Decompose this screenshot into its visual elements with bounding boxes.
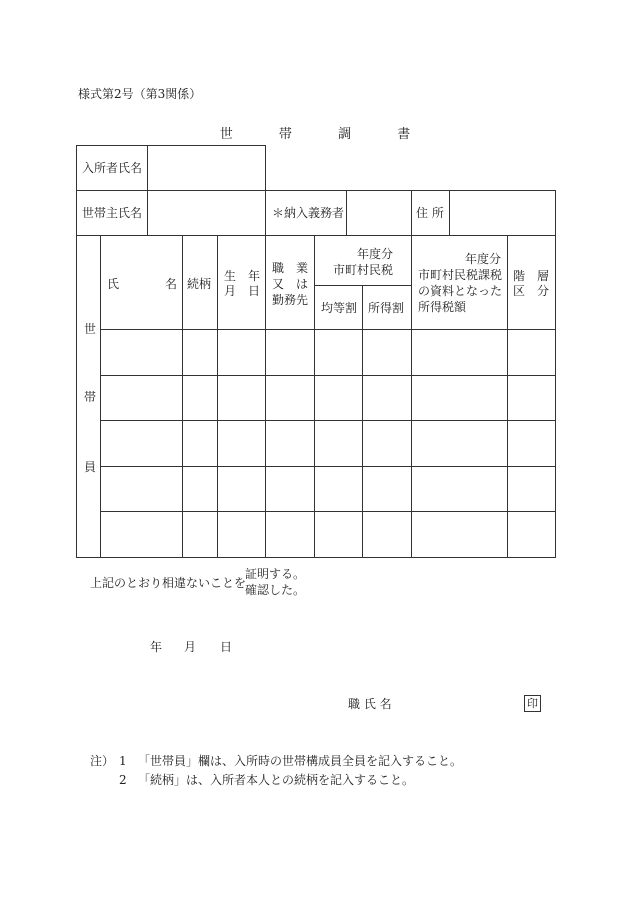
rule bbox=[100, 329, 556, 330]
notes-prefix: 注） bbox=[90, 754, 115, 768]
members-char-1: 世 bbox=[84, 322, 97, 336]
date-year: 年 bbox=[150, 640, 163, 654]
entrant-name-label: 入所者氏名 bbox=[82, 161, 143, 175]
income-header-2: の資料となった bbox=[418, 284, 503, 298]
income-year-label: 年度分 bbox=[465, 252, 502, 266]
class-header-1: 階 層 bbox=[513, 269, 550, 283]
rule bbox=[507, 235, 508, 558]
rule bbox=[76, 145, 77, 558]
job-header-3: 勤務先 bbox=[272, 293, 309, 307]
relation-header: 続柄 bbox=[187, 277, 212, 291]
rule bbox=[76, 557, 556, 558]
note-1-text: 「世帯員」欄は、入所時の世帯構成員全員を記入すること。 bbox=[138, 754, 463, 768]
rule bbox=[100, 375, 556, 376]
rule bbox=[182, 235, 183, 558]
tax-equal-header: 均等割 bbox=[321, 301, 358, 315]
certify-text: 上記のとおり相違ないことを bbox=[90, 576, 247, 590]
birth-header-1: 生 年 bbox=[224, 269, 261, 283]
rule bbox=[346, 190, 347, 235]
title-char-1: 世 bbox=[219, 127, 233, 142]
title-char-4: 書 bbox=[397, 127, 411, 142]
head-name-label: 世帯主氏名 bbox=[82, 206, 143, 220]
taxpayer-label: ＊納入義務者 bbox=[272, 206, 345, 220]
official-name-label: 職 氏 名 bbox=[348, 697, 392, 711]
tax-year-label: 年度分 bbox=[357, 247, 394, 261]
rule bbox=[362, 285, 363, 558]
income-header-3: 所得税額 bbox=[418, 300, 467, 314]
members-char-2: 帯 bbox=[84, 390, 97, 404]
rule bbox=[76, 145, 266, 146]
rule bbox=[555, 190, 556, 558]
job-header-2: 又 は bbox=[272, 277, 309, 291]
document-title bbox=[0, 123, 630, 142]
rule bbox=[100, 420, 556, 421]
note-2-number: 2 bbox=[119, 773, 127, 787]
title-char-3: 調 bbox=[338, 127, 352, 142]
certify-option-1: 証明する。 bbox=[245, 567, 306, 581]
rule bbox=[76, 190, 556, 191]
members-char-3: 員 bbox=[84, 460, 97, 474]
seal-mark: 印 bbox=[524, 695, 541, 712]
address-label: 住 所 bbox=[416, 206, 444, 220]
name-header-2: 名 bbox=[165, 277, 178, 291]
income-header-1: 市町村民税課税 bbox=[418, 268, 503, 282]
title-char-2: 帯 bbox=[278, 127, 292, 142]
rule bbox=[449, 190, 450, 235]
date-day: 日 bbox=[220, 640, 233, 654]
certify-option-2: 確認した。 bbox=[245, 583, 306, 597]
rule bbox=[100, 235, 101, 558]
job-header-1: 職 業 bbox=[272, 261, 309, 275]
note-2-text: 「続柄」は、入所者本人との続柄を記入すること。 bbox=[138, 773, 415, 787]
rule bbox=[411, 190, 412, 558]
name-header-1: 氏 bbox=[107, 277, 120, 291]
note-1-number: 1 bbox=[119, 754, 127, 768]
tax-income-header: 所得割 bbox=[368, 301, 405, 315]
birth-header-2: 月 日 bbox=[224, 284, 261, 298]
rule bbox=[217, 235, 218, 558]
date-month: 月 bbox=[184, 640, 197, 654]
tax-title: 市町村民税 bbox=[333, 263, 394, 277]
rule bbox=[314, 235, 315, 558]
rule bbox=[100, 466, 556, 467]
rule bbox=[265, 145, 266, 558]
rule bbox=[314, 285, 411, 286]
form-number: 様式第2号（第3関係） bbox=[78, 87, 202, 101]
rule bbox=[76, 235, 556, 236]
class-header-2: 区 分 bbox=[513, 284, 550, 298]
rule bbox=[100, 511, 556, 512]
